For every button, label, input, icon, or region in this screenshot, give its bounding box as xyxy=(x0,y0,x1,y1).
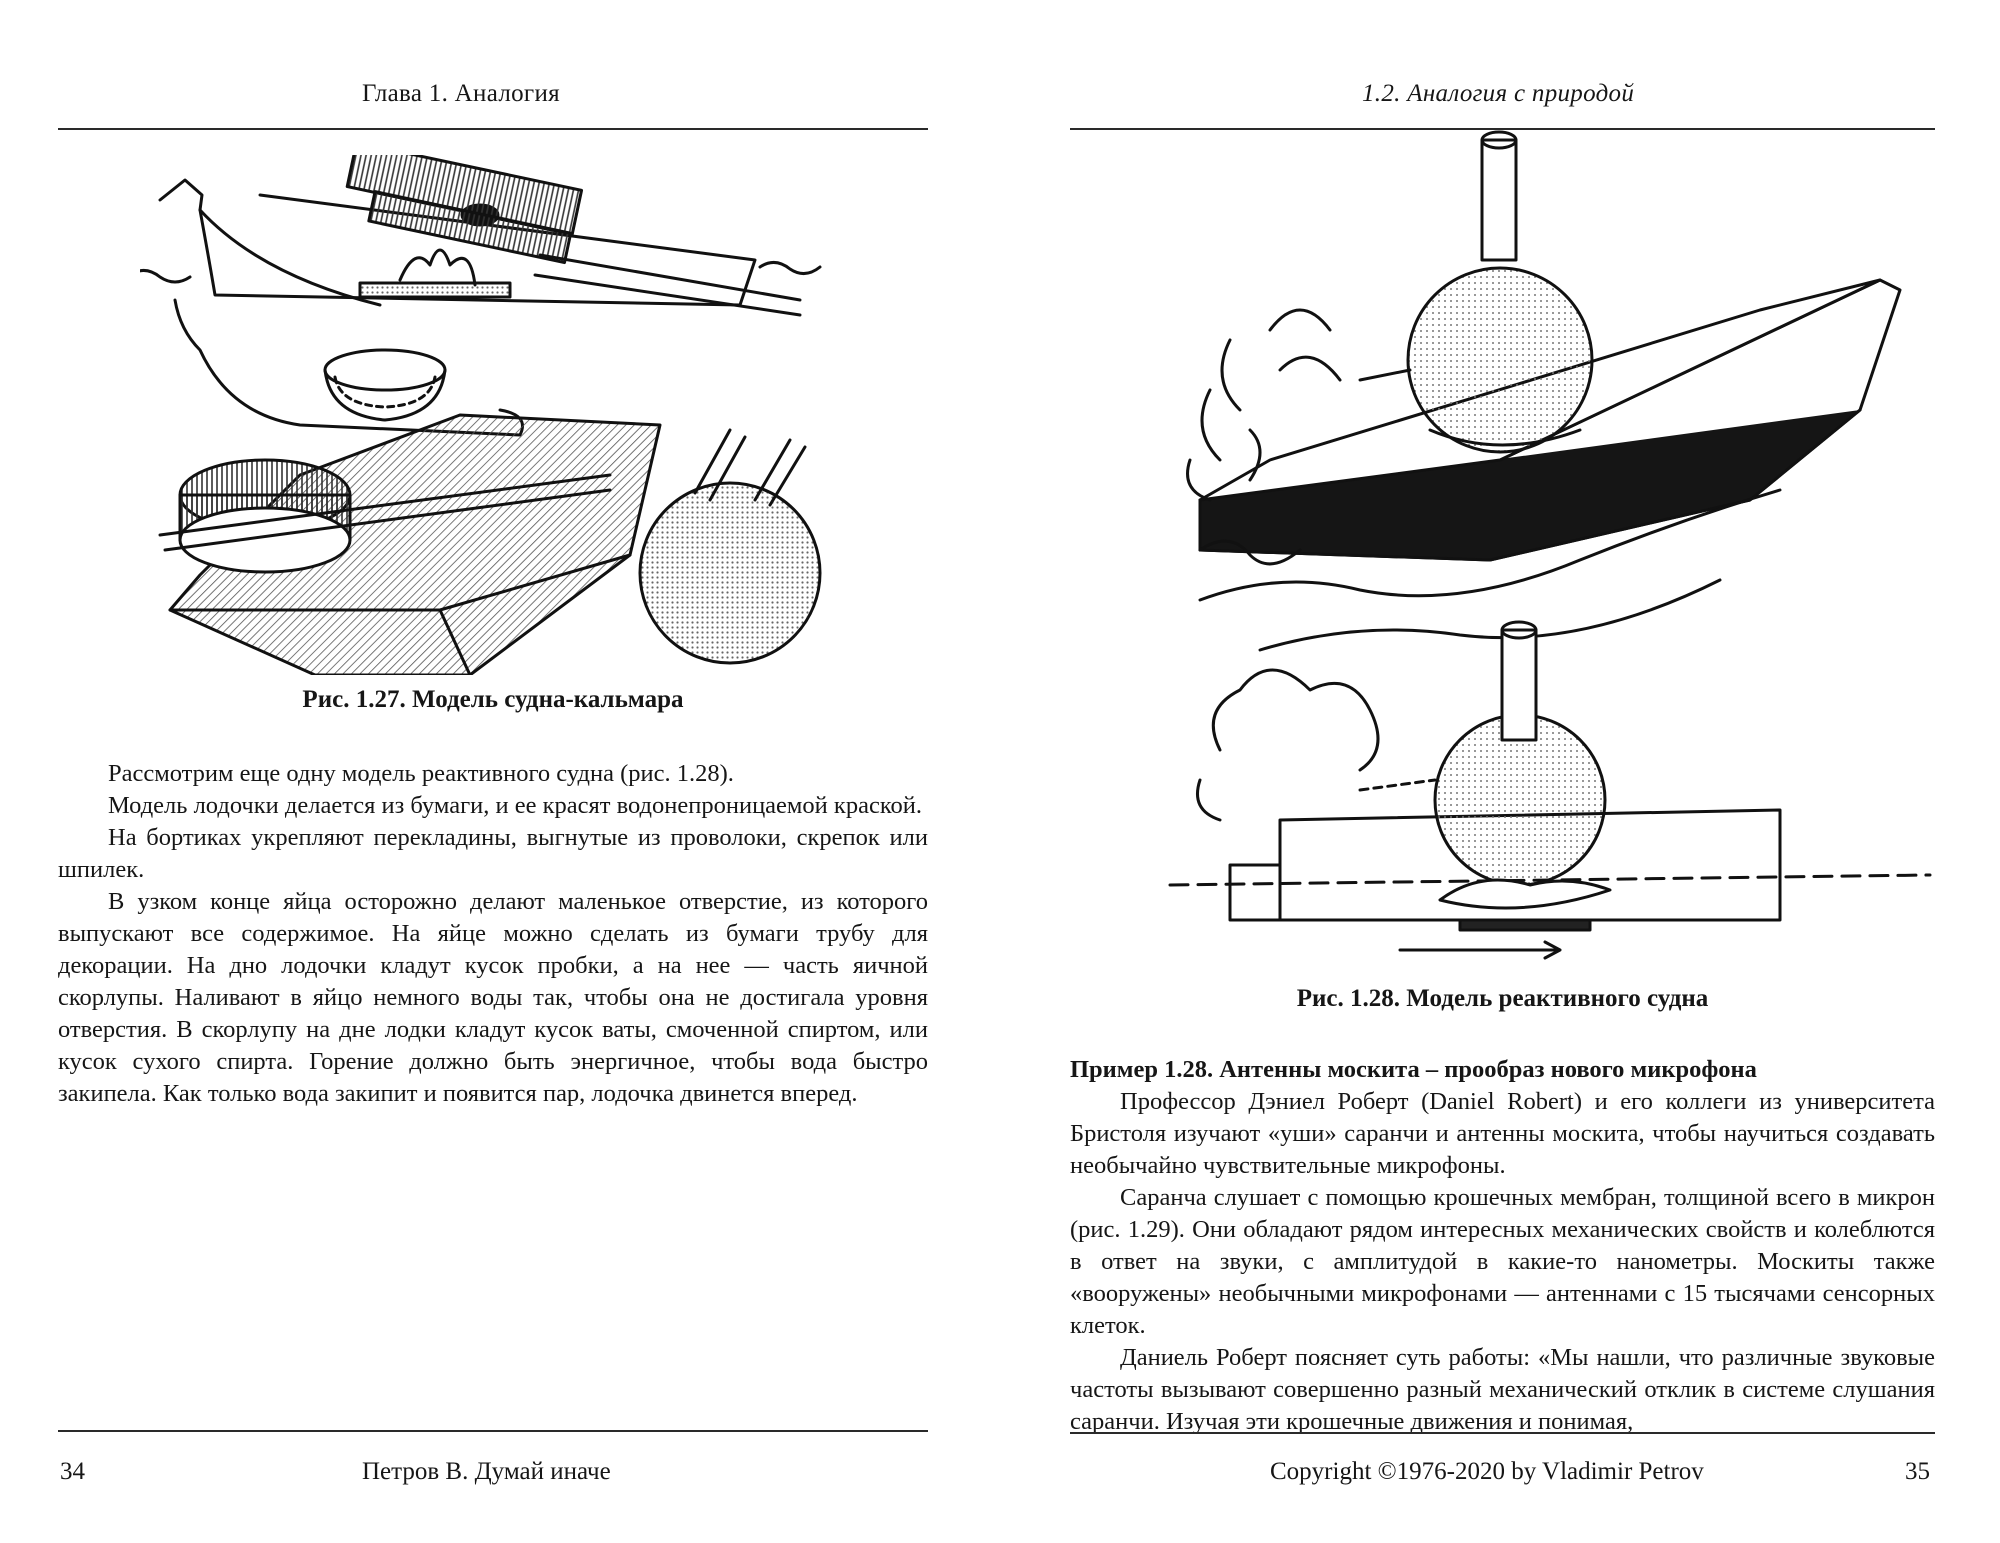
running-head-right: 1.2. Аналогия с природой xyxy=(1362,80,1635,107)
right-page xyxy=(1000,0,2000,1543)
running-head-left: Глава 1. Аналогия xyxy=(362,80,560,107)
paragraph: Рассмотрим еще одну модель реактивного судна (рис. 1.28). xyxy=(108,760,734,787)
book-title-footer: Петров В. Думай иначе xyxy=(362,1458,611,1485)
header-rule-left xyxy=(58,128,928,130)
page-number-left: 34 xyxy=(60,1458,85,1485)
paragraph: Даниель Роберт поясняет суть работы: «Мы нашли, что различные звуковые частоты вызывают совершенно разный механический отклик в системе слушания саранчи. Изучая эти крошечные движения и понимая, xyxy=(1070,1344,1935,1435)
paragraph: Модель лодочки делается из бумаги, и ее красят водонепроницаемой краской. xyxy=(108,792,922,819)
paragraph: В узком конце яйца осторожно делают маленькое отверстие, из которого выпускают все содержимое. На яйце можно сделать из бумаги трубу для декорации. На дно лодочки кладут кусок пробки, а на нее — часть яичной скорлупы. Наливают в яйцо немного воды так, чтобы она не достигала уровня отверстия. В скорлупу на дне лодки кладут кусок ваты, смоченной спиртом, или кусок сухого спирта. Горение должно быть энергичное, чтобы вода быстро закипела. Как только вода закипит и появится пар, лодочка двинется вперед. xyxy=(58,888,928,1107)
squid-ship-model-drawing xyxy=(140,155,850,675)
figure-caption-1-28: Рис. 1.28. Модель реактивного судна xyxy=(1296,985,1709,1012)
copyright-footer: Copyright ©1976-2020 by Vladimir Petrov xyxy=(1270,1458,1704,1485)
right-body-text xyxy=(1070,1054,1935,1438)
paragraph: Профессор Дэниел Роберт (Daniel Robert) и его коллеги из университета Бристоля изучают «уши» саранчи и антенны москита, чтобы научиться создавать необычайно чувствительные микрофоны. xyxy=(1070,1088,1935,1179)
figure-caption-1-27: Рис. 1.27. Модель судна-кальмара xyxy=(302,686,684,713)
paragraph: На бортиках укрепляют перекладины, выгнутые из проволоки, скрепок или шпилек. xyxy=(58,824,928,883)
footer-rule-right xyxy=(1070,1432,1935,1434)
example-heading: Пример 1.28. Антенны москита – прообраз нового микрофона xyxy=(1070,1056,1757,1083)
page-number-right: 35 xyxy=(1905,1458,1930,1485)
paragraph: Саранча слушает с помощью крошечных мембран, толщиной всего в микрон (рис. 1.29). Они обладают рядом интересных механических свойств и колеблются в ответ на звуки, с амплитудой в какие-то нанометры. Москиты также «вооружены» необычными микрофонами — антеннами с 15 тысячами сенсорных клеток. xyxy=(1070,1184,1935,1339)
jet-boat-model-drawing xyxy=(1160,130,1940,960)
left-body-text xyxy=(58,758,928,1110)
footer-rule-left xyxy=(58,1430,928,1432)
